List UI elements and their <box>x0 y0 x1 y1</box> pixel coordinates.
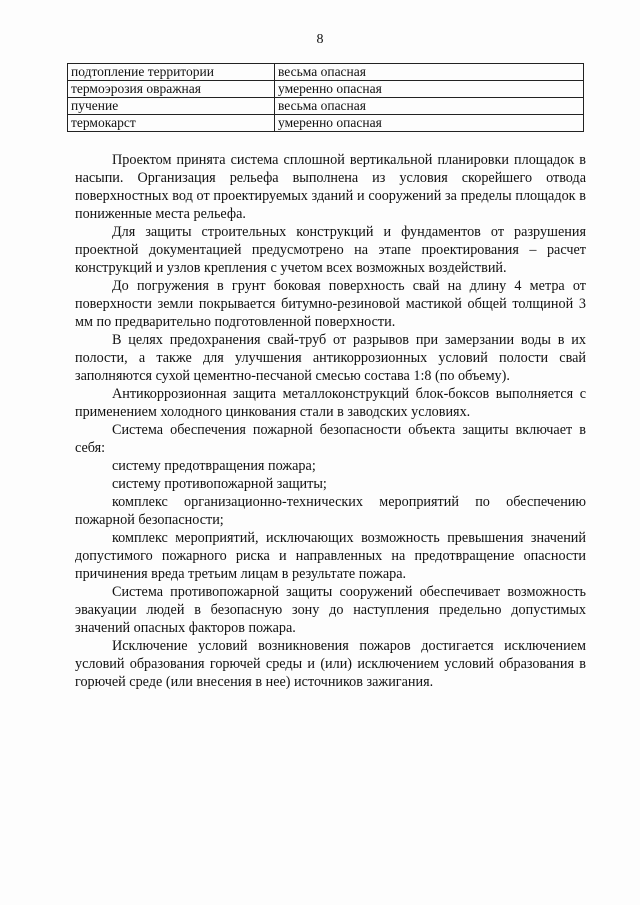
paragraph-pile-coating: До погружения в грунт боковая поверхность свай на длину 4 метра от поверхности земли покрывается битумно-резиновой мастикой общей толщиной 3 мм по предварительно подготовленной поверхности. <box>75 278 586 330</box>
table-row <box>68 98 584 115</box>
paragraph-structural-protection: Для защиты строительных конструкций и фундаментов от разрушения проектной документацией предусмотрено на этапе проектирования – расчет конструкций и узлов крепления с учетом всех возможных воздействий. <box>75 224 586 276</box>
list-item: комплекс мероприятий, исключающих возможность превышения значений допустимого пожарного риска и направленных на предотвращение опасности причинения вреда третьим лицам в результате пожара. <box>75 530 586 582</box>
body-text <box>75 151 586 691</box>
paragraph-pile-filling: В целях предохранения свай-труб от разрывов при замерзании воды в их полости, а также для улучшения антикоррозионных условий полости свай заполняются сухой цементно-песчаной смесью состава 1:8 (по объему). <box>75 332 586 384</box>
paragraph-anticorrosion: Антикоррозионная защита металлоконструкций блок-боксов выполняется с применением холодного цинкования стали в заводских условиях. <box>75 386 586 420</box>
table-cell-category: умеренно опасная <box>275 81 584 98</box>
paragraph-planning: Проектом принята система сплошной вертикальной планировки площадок в насыпи. Организация рельефа выполнена из условия скорейшего отвода поверхностных вод от проектируемых зданий и сооружений за пределы площадок в пониженные места рельефа. <box>75 152 586 222</box>
table-cell-process: пучение <box>68 98 275 115</box>
table-row <box>68 115 584 132</box>
paragraph-fire-safety-system: Система обеспечения пожарной безопасности объекта защиты включает в себя: <box>75 422 586 456</box>
hazard-table <box>67 63 584 132</box>
list-item: систему противопожарной защиты; <box>112 476 327 492</box>
table-cell-category: весьма опасная <box>275 98 584 115</box>
paragraph-fire-prevention: Исключение условий возникновения пожаров достигается исключением условий образования горючей среды и (или) исключением условий образования в горючей среде (или внесения в нее) источников зажигания. <box>75 638 586 690</box>
table-row <box>68 81 584 98</box>
table-row <box>68 64 584 81</box>
page-number: 8 <box>316 32 324 47</box>
table-cell-process: термокарст <box>68 115 275 132</box>
paragraph-fire-protection: Система противопожарной защиты сооружений обеспечивает возможность эвакуации людей в безопасную зону до наступления предельно допустимых значений опасных факторов пожара. <box>75 584 586 636</box>
list-item: комплекс организационно-технических мероприятий по обеспечению пожарной безопасности; <box>75 494 586 528</box>
table-cell-category: весьма опасная <box>275 64 584 81</box>
table-cell-process: термоэрозия овражная <box>68 81 275 98</box>
table-cell-process: подтопление территории <box>68 64 275 81</box>
list-item: систему предотвращения пожара; <box>112 458 316 474</box>
table-cell-category: умеренно опасная <box>275 115 584 132</box>
